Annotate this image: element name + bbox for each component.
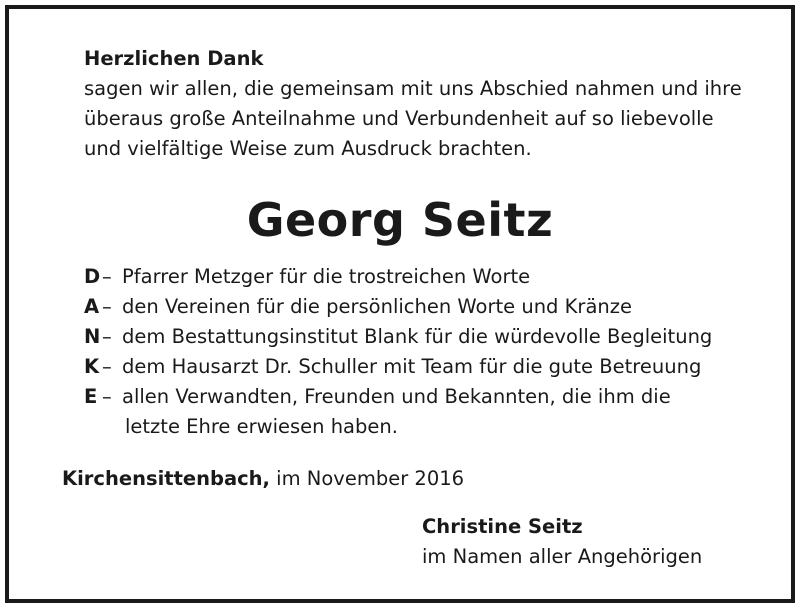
intro-heading: Herzlichen Dank <box>84 47 264 70</box>
place-date-line <box>62 464 464 494</box>
signatory-subtitle: im Namen aller Angehörigen <box>422 545 703 568</box>
thanks-continuation-text: letzte Ehre erwiesen haben. <box>125 415 398 438</box>
thanks-text: dem Bestattungsinstitut Blank für die würdevolle Begleitung <box>122 325 713 348</box>
dash: – <box>102 355 112 378</box>
thanks-row <box>84 292 764 322</box>
dash: – <box>102 295 112 318</box>
thanks-row <box>84 262 764 292</box>
deceased-name: Georg Seitz <box>246 193 554 247</box>
dash: – <box>102 325 112 348</box>
thanks-list <box>84 262 764 442</box>
place: Kirchensittenbach, <box>62 467 270 490</box>
thanks-text: den Vereinen für die persönlichen Worte und Kränze <box>122 295 632 318</box>
acrostic-letter: E <box>84 385 98 408</box>
acrostic-letter: N <box>84 325 101 348</box>
dash: – <box>102 265 112 288</box>
intro-line: und vielfältige Weise zum Ausdruck brachten. <box>84 137 532 160</box>
acrostic-letter: D <box>84 265 101 288</box>
signatory-name: Christine Seitz <box>422 515 583 538</box>
thanks-text: dem Hausarzt Dr. Schuller mit Team für die gute Betreuung <box>122 355 702 378</box>
intro-line: sagen wir allen, die gemeinsam mit uns Abschied nahmen und ihre <box>84 77 742 100</box>
thanks-row <box>84 382 764 412</box>
thanks-continuation-row <box>84 412 764 442</box>
acrostic-letter: A <box>84 295 100 318</box>
intro-section <box>84 44 774 164</box>
dash: – <box>102 385 112 408</box>
signature-block <box>422 512 702 572</box>
intro-line: überaus große Anteilnahme und Verbundenheit auf so liebevolle <box>84 107 714 130</box>
thanks-row <box>84 322 764 352</box>
acrostic-letter: K <box>84 355 100 378</box>
thanks-row <box>84 352 764 382</box>
thanks-text: Pfarrer Metzger für die trostreichen Worte <box>122 265 531 288</box>
date: im November 2016 <box>276 467 465 490</box>
thanks-text: allen Verwandten, Freunden und Bekannten, die ihm die <box>122 385 671 408</box>
